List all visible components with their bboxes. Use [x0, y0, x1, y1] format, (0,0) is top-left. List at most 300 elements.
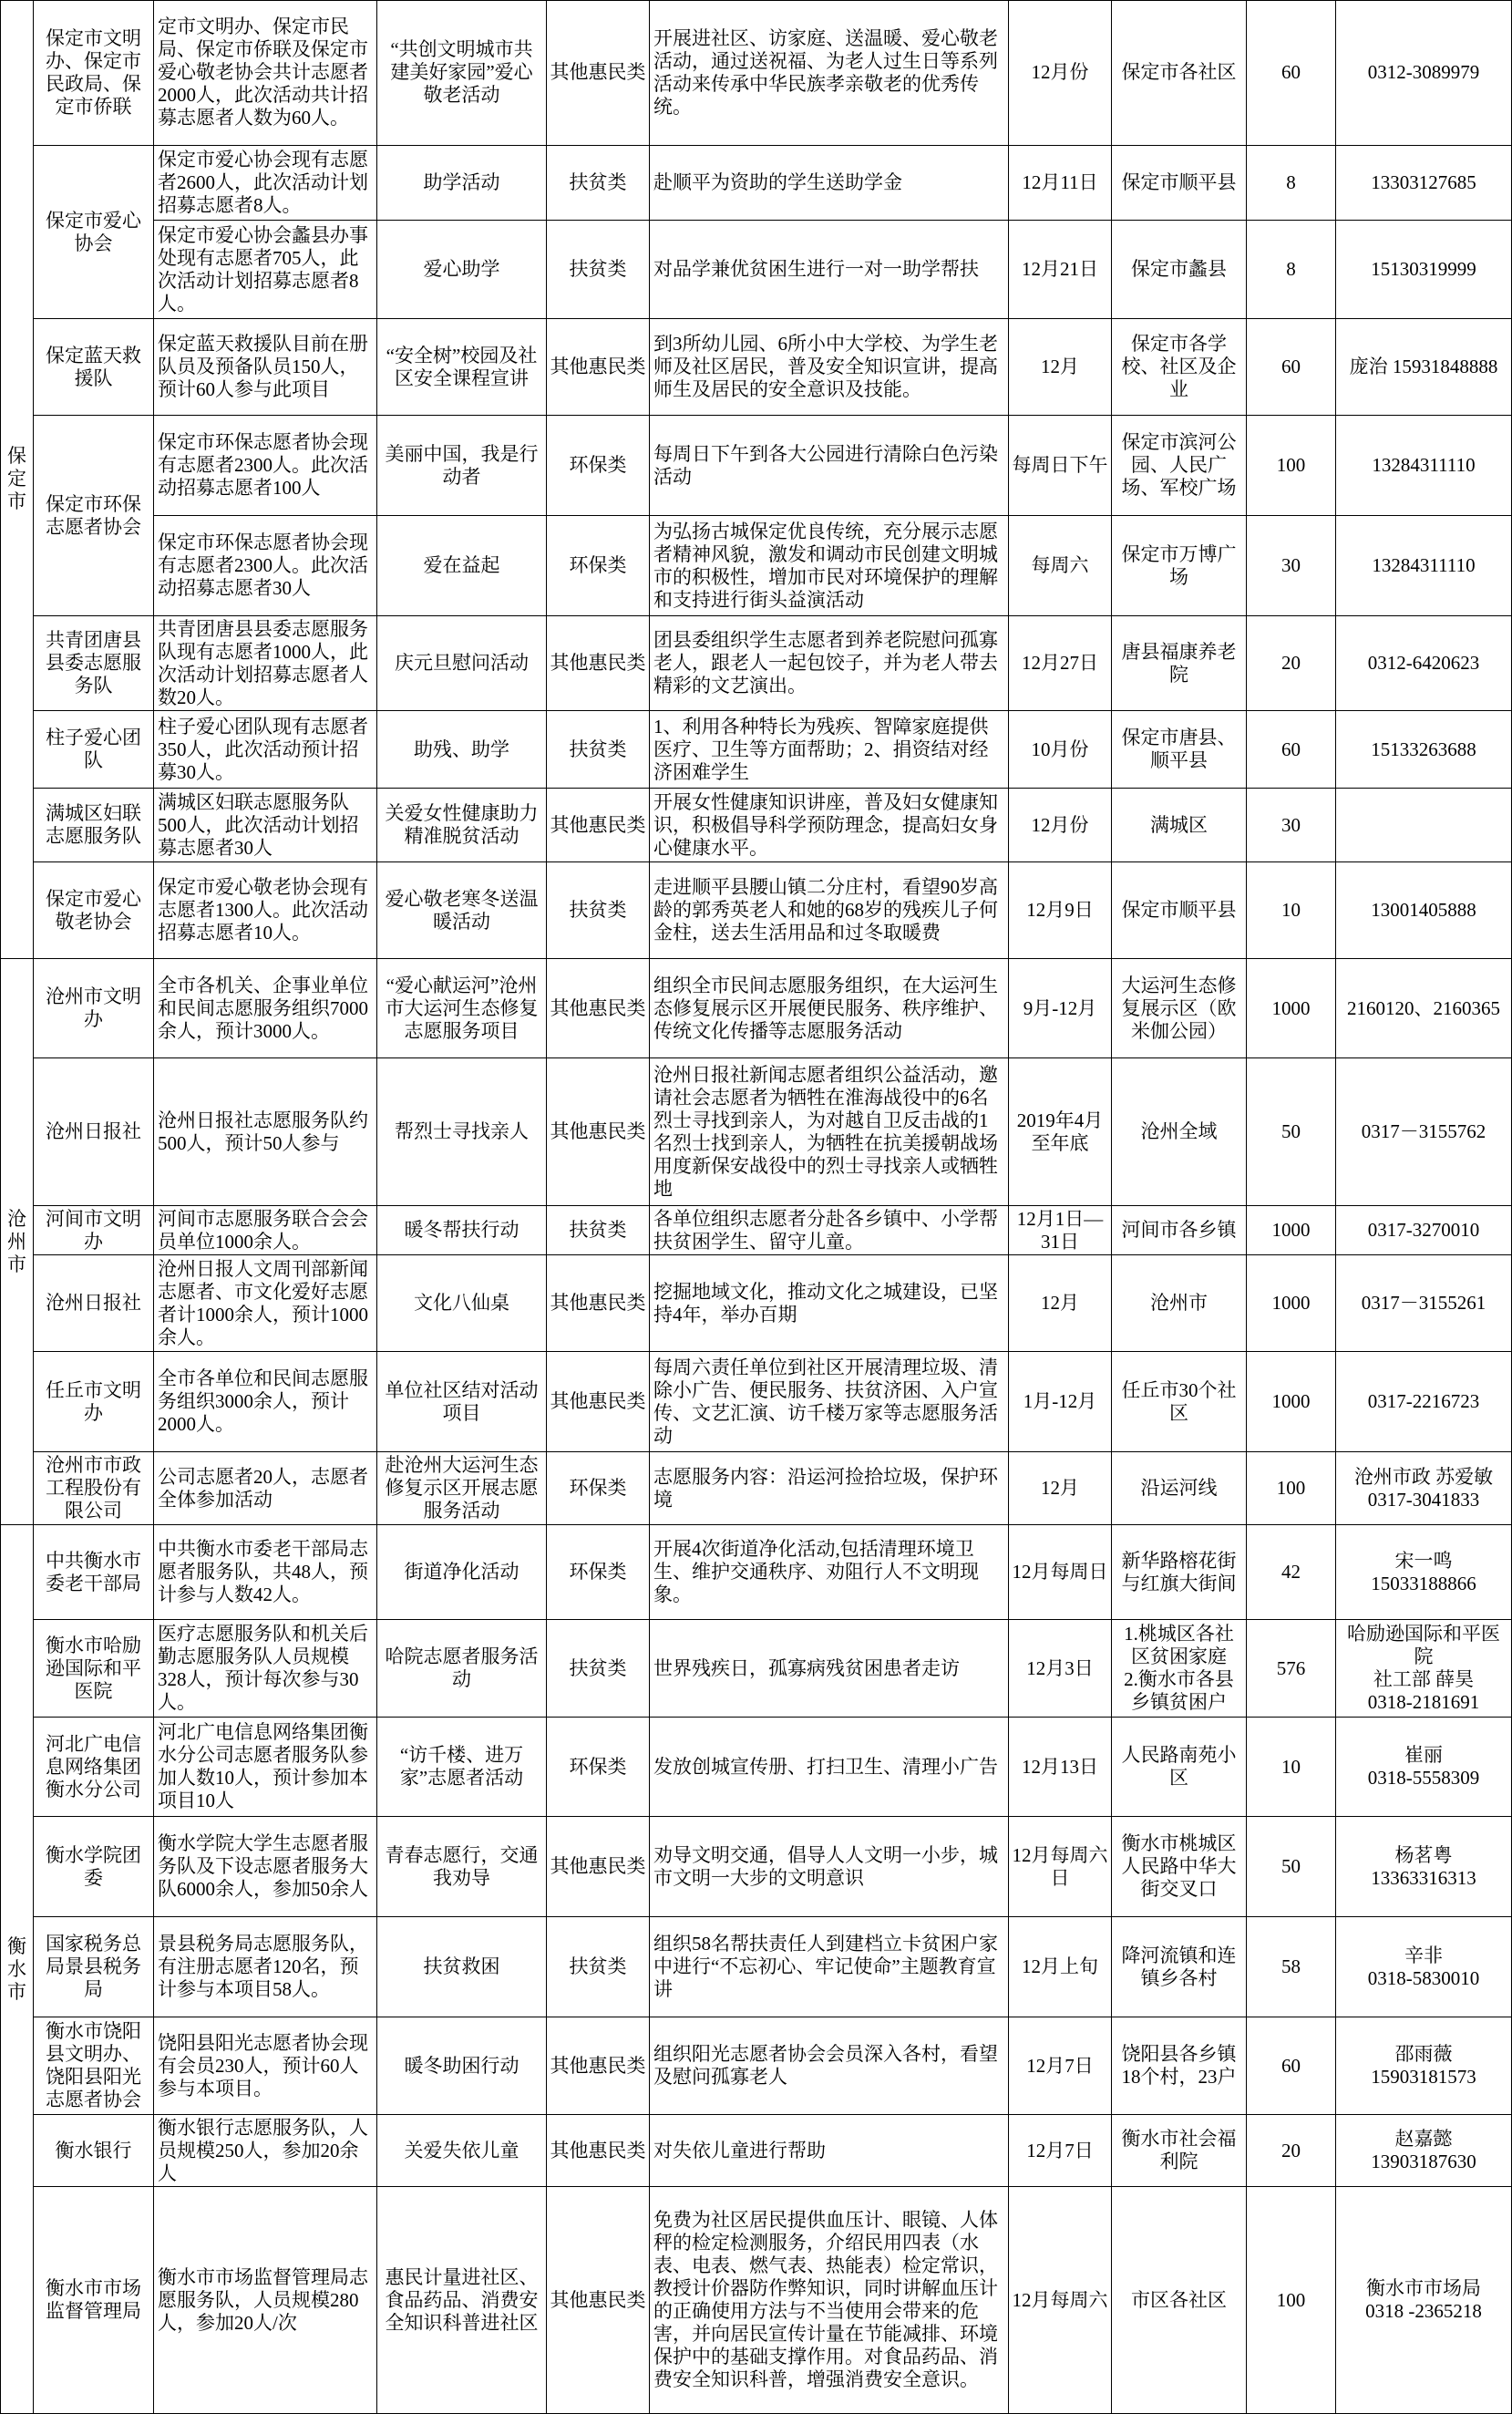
category-cell [547, 711, 650, 789]
contact-cell [1336, 959, 1512, 1058]
contact-cell [1336, 516, 1512, 616]
category-text: 扶贫类 [569, 1955, 627, 1977]
participants-cell [1247, 319, 1336, 416]
content-text: 世界残疾日，孤寡病残贫困患者走访 [653, 1656, 960, 1679]
location-text: 保定市顺平县 [1121, 899, 1237, 921]
content-cell [650, 416, 1009, 516]
participants-text: 42 [1281, 1561, 1301, 1583]
participants-cell [1247, 1352, 1336, 1452]
scale-text: 全市各单位和民间志愿服务组织3000余人，预计2000人。 [158, 1367, 368, 1435]
content-text: 免费为社区居民提供血压计、眼镜、人体秤的检定检测服务，介绍民用四表（水表、电表、燃气表、热能表）检定常识，教授计价器防作弊知识，同时讲解血压计的正确使用方法与不当使用会带来的危害，并向居民宣传计量在节能减排、环境保护中的基础支撑作用。对食品药品、消费安全知识科普，增强消费安全意识。 [653, 2209, 998, 2390]
location-cell [1112, 959, 1247, 1058]
activity-text: 街道净化活动 [404, 1561, 519, 1583]
category-text: 扶贫类 [569, 738, 627, 760]
activity-text: 暖冬助困行动 [404, 2054, 519, 2077]
category-cell [547, 1525, 650, 1620]
category-text: 其他惠民类 [550, 1292, 646, 1314]
scale-cell [154, 1255, 377, 1352]
contact-cell [1336, 1917, 1512, 2017]
content-cell [650, 146, 1009, 221]
location-text: 保定市唐县、顺平县 [1121, 727, 1237, 771]
time-text: 12月每周日 [1012, 1561, 1108, 1583]
organizer-cell [34, 1620, 154, 1718]
activity-cell [377, 711, 547, 789]
scale-cell [154, 862, 377, 959]
scale-cell [154, 711, 377, 789]
participants-cell [1247, 416, 1336, 516]
location-cell [1112, 416, 1247, 516]
time-text: 9月-12月 [1023, 996, 1097, 1019]
organizer-cell [34, 1817, 154, 1917]
scale-cell [154, 319, 377, 416]
location-cell [1112, 1620, 1247, 1718]
city-cell [0, 1525, 34, 2414]
content-text: 开展女性健康知识讲座，普及妇女健康知识，积极倡导科学预防理念，提高妇女身心健康水平。 [653, 790, 998, 859]
contact-cell [1336, 146, 1512, 221]
location-text: 1.桃城区各社区贫困家庭 2.衡水市各县乡镇贫困户 [1124, 1623, 1234, 1713]
scale-cell [154, 416, 377, 516]
scale-text: 保定市爱心敬老协会现有志愿者1300人。此次活动招募志愿者10人。 [158, 876, 368, 944]
content-text: 发放创城宣传册、打扫卫生、清理小广告 [653, 1755, 998, 1778]
category-cell [547, 146, 650, 221]
scale-text: 衡水银行志愿服务队，人员规模250人，参加20余人 [158, 2116, 368, 2184]
organizer-text: 满城区妇联志愿服务队 [46, 802, 141, 847]
participants-text: 1000 [1271, 1219, 1311, 1241]
activity-text: “访千楼、进万家”志愿者活动 [399, 1744, 524, 1789]
participants-text: 10 [1281, 1755, 1301, 1778]
content-text: 每周日下午到各大公园进行清除白色污染活动 [653, 442, 998, 488]
category-cell [547, 516, 650, 616]
content-cell [650, 2115, 1009, 2187]
contact-text: 杨茗粤 13363316313 [1371, 1843, 1476, 1889]
time-cell [1009, 789, 1112, 862]
organizer-text: 河北广电信息网络集团衡水分公司 [46, 1732, 141, 1800]
location-cell [1112, 146, 1247, 221]
content-cell [650, 2017, 1009, 2115]
organizer-text: 衡水市市场监督管理局 [46, 2277, 141, 2322]
activity-text: 美丽中国，我是行动者 [385, 442, 539, 488]
location-text: 保定市滨河公园、人民广场、军校广场 [1121, 431, 1237, 499]
organizer-text: 沧州日报社 [46, 1120, 141, 1142]
activity-text: 暖冬帮扶行动 [404, 1219, 519, 1241]
activity-cell [377, 789, 547, 862]
participants-cell [1247, 616, 1336, 711]
location-cell [1112, 1206, 1247, 1255]
activity-cell [377, 1718, 547, 1817]
participants-cell [1247, 2017, 1336, 2115]
time-text: 每周六 [1031, 554, 1089, 576]
content-text: 对失依儿童进行帮助 [653, 2139, 826, 2161]
time-text: 1月-12月 [1023, 1390, 1097, 1412]
category-text: 环保类 [569, 1755, 627, 1778]
content-cell [650, 319, 1009, 416]
time-cell [1009, 516, 1112, 616]
category-text: 其他惠民类 [550, 996, 646, 1019]
location-cell [1112, 1058, 1247, 1206]
content-text: 走进顺平县腰山镇二分庄村，看望90岁高龄的郭秀英老人和她的68岁的残疾儿子何金柱，送去生活用品和过冬取暖费 [653, 876, 998, 944]
scale-cell [154, 616, 377, 711]
activity-text: 惠民计量进社区、食品药品、消费安全知识科普进社区 [385, 2265, 539, 2334]
participants-text: 1000 [1271, 996, 1311, 1019]
organizer-text: 保定市爱心协会 [46, 209, 141, 254]
participants-cell [1247, 1058, 1336, 1206]
category-text: 其他惠民类 [550, 61, 646, 83]
organizer-text: 保定蓝天救援队 [46, 344, 141, 389]
content-text: 赴顺平为资助的学生送助学金 [653, 171, 902, 193]
time-cell [1009, 2115, 1112, 2187]
city-text: 沧州市 [7, 1207, 26, 1275]
activity-cell [377, 1255, 547, 1352]
time-cell [1009, 1255, 1112, 1352]
contact-cell [1336, 2187, 1512, 2414]
scale-text: 衡水市市场监督管理局志愿服务队，人员规模280人，参加20人/次 [158, 2265, 368, 2334]
category-cell [547, 789, 650, 862]
participants-cell [1247, 2115, 1336, 2187]
content-cell [650, 2187, 1009, 2414]
organizer-cell [34, 959, 154, 1058]
contact-text: 0317-3270010 [1367, 1219, 1480, 1241]
scale-text: 共青团唐县县委志愿服务队现有志愿者1000人，此次活动计划招募志愿者人数20人。 [158, 617, 368, 708]
content-text: 沧州日报社新闻志愿者组织公益活动，邀请社会志愿者为牺牲在淮海战役中的6名烈士寻找到亲人，为对越自卫反击战的1名烈士找到亲人，为牺牲在抗美援朝战场用度新保安战役中的烈士寻找亲人或牺牲地 [653, 1063, 998, 1200]
content-text: 组织全市民间志愿服务组织，在大运河生态修复展示区开展便民服务、秩序维护、传统文化传播等志愿服务活动 [653, 974, 998, 1042]
activity-cell [377, 1352, 547, 1452]
activity-cell [377, 1620, 547, 1718]
scale-cell [154, 789, 377, 862]
participants-text: 10 [1281, 899, 1301, 921]
category-text: 其他惠民类 [550, 2054, 646, 2077]
scale-text: 饶阳县阳光志愿者协会现有会员230人，预计60人参与本项目。 [158, 2031, 368, 2099]
location-cell [1112, 1718, 1247, 1817]
category-text: 扶贫类 [569, 171, 627, 193]
participants-text: 50 [1281, 1120, 1301, 1142]
location-cell [1112, 862, 1247, 959]
participants-cell [1247, 1718, 1336, 1817]
category-cell [547, 1620, 650, 1718]
location-text: 唐县福康养老院 [1121, 640, 1237, 686]
location-cell [1112, 1255, 1247, 1352]
category-text: 其他惠民类 [550, 652, 646, 674]
organizer-cell [34, 1058, 154, 1206]
participants-cell [1247, 1817, 1336, 1917]
time-cell [1009, 2017, 1112, 2115]
contact-cell [1336, 1452, 1512, 1525]
content-text: 1、利用各种特长为残疾、智障家庭提供医疗、卫生等方面帮助；2、捐资结对经济困难学生 [653, 715, 989, 783]
activity-text: 青春志愿行，交通我劝导 [385, 1843, 539, 1889]
location-cell [1112, 1525, 1247, 1620]
participants-cell [1247, 1620, 1336, 1718]
organizer-text: 沧州市文明办 [46, 985, 141, 1030]
organizer-text: 中共衡水市委老干部局 [46, 1549, 141, 1594]
activity-text: 赴沧州大运河生态修复示区开展志愿服务活动 [385, 1454, 539, 1522]
time-text: 12月份 [1031, 813, 1089, 836]
contact-text: 0317-2216723 [1367, 1390, 1480, 1412]
contact-text: 沧州市政 苏爱敏 0317-3041833 [1353, 1465, 1494, 1511]
location-cell [1112, 616, 1247, 711]
category-text: 扶贫类 [569, 1219, 627, 1241]
city-cell [0, 0, 34, 959]
scale-cell [154, 221, 377, 319]
content-text: 为弘扬古城保定优良传统，充分展示志愿者精神风貌，激发和调动市民创建文明城市的积极性，增加市民对环境保护的理解和支持进行街头益演活动 [653, 520, 998, 611]
content-cell [650, 959, 1009, 1058]
scale-text: 满城区妇联志愿服务队500人，此次活动计划招募志愿者30人 [158, 790, 359, 859]
location-text: 市区各社区 [1131, 2288, 1227, 2311]
scale-cell [154, 1718, 377, 1817]
location-text: 保定市各社区 [1121, 61, 1237, 83]
time-cell [1009, 416, 1112, 516]
time-text: 12月3日 [1026, 1656, 1094, 1679]
scale-text: 定市文明办、保定市民局、保定市侨联及保定市爱心敬老协会共计志愿者2000人，此次活动共计招募志愿者人数为60人。 [158, 15, 368, 129]
content-text: 组织58名帮扶责任人到建档立卡贫困户家中进行“不忘初心、牢记使命”主题教育宣讲 [653, 1933, 998, 2000]
time-cell [1009, 1352, 1112, 1452]
participants-text: 30 [1281, 554, 1301, 576]
participants-cell [1247, 711, 1336, 789]
category-text: 其他惠民类 [550, 2288, 646, 2311]
time-cell [1009, 221, 1112, 319]
time-text: 10月份 [1031, 738, 1089, 760]
location-cell [1112, 2017, 1247, 2115]
participants-text: 20 [1281, 2139, 1301, 2161]
organizer-cell [34, 319, 154, 416]
category-text: 扶贫类 [569, 258, 627, 280]
contact-text: 0312-6420623 [1367, 652, 1480, 674]
time-cell [1009, 1718, 1112, 1817]
scale-cell [154, 1058, 377, 1206]
scale-text: 柱子爱心团队现有志愿者350人，此次活动预计招募30人。 [158, 715, 368, 783]
time-text: 12月份 [1031, 61, 1089, 83]
participants-cell [1247, 1452, 1336, 1525]
category-text: 其他惠民类 [550, 1855, 646, 1877]
activity-text: 文化八仙桌 [414, 1292, 509, 1314]
participants-cell [1247, 0, 1336, 146]
scale-text: 沧州日报人文周刊部新闻志愿者、市文化爱好志愿者计1000余人，预计1000余人。 [158, 1257, 368, 1348]
category-text: 其他惠民类 [550, 2139, 646, 2161]
location-cell [1112, 711, 1247, 789]
organizer-cell [34, 1255, 154, 1352]
organizer-cell [34, 2187, 154, 2414]
activity-cell [377, 1525, 547, 1620]
content-cell [650, 0, 1009, 146]
category-text: 环保类 [569, 1477, 627, 1499]
contact-cell [1336, 1058, 1512, 1206]
activity-text: “安全树”校园及社区安全课程宣讲 [386, 344, 538, 389]
content-cell [650, 1206, 1009, 1255]
contact-text: 宋一鸣 15033188866 [1371, 1549, 1476, 1594]
contact-cell [1336, 789, 1512, 862]
activity-text: 帮烈士寻找亲人 [395, 1120, 529, 1142]
activity-cell [377, 1817, 547, 1917]
content-text: 志愿服务内容：沿运河捡拾垃圾，保护环境 [653, 1465, 998, 1511]
time-cell [1009, 1452, 1112, 1525]
time-text: 每周日下午 [1012, 454, 1108, 476]
location-cell [1112, 789, 1247, 862]
participants-cell [1247, 2187, 1336, 2414]
activity-cell [377, 416, 547, 516]
participants-text: 50 [1281, 1855, 1301, 1877]
location-cell [1112, 516, 1247, 616]
participants-cell [1247, 862, 1336, 959]
category-text: 环保类 [569, 554, 627, 576]
location-cell [1112, 1817, 1247, 1917]
content-cell [650, 862, 1009, 959]
organizer-text: 衡水学院团委 [46, 1843, 141, 1889]
category-text: 扶贫类 [569, 1656, 627, 1679]
organizer-cell [34, 1718, 154, 1817]
time-cell [1009, 146, 1112, 221]
organizer-text: 沧州日报社 [46, 1292, 141, 1314]
category-cell [547, 2187, 650, 2414]
scale-text: 保定市爱心协会蠡县办事处现有志愿者705人，此次活动计划招募志愿者8人。 [158, 223, 368, 315]
participants-text: 1000 [1271, 1390, 1311, 1412]
city-text: 衡水市 [7, 1934, 26, 2003]
organizer-cell [34, 146, 154, 319]
content-cell [650, 1452, 1009, 1525]
location-cell [1112, 2187, 1247, 2414]
category-cell [547, 1255, 650, 1352]
location-text: 衡水市社会福利院 [1121, 2128, 1237, 2172]
contact-cell [1336, 1718, 1512, 1817]
organizer-cell [34, 616, 154, 711]
organizer-text: 衡水市哈励逊国际和平医院 [46, 1634, 141, 1702]
category-text: 其他惠民类 [550, 1390, 646, 1412]
scale-cell [154, 1452, 377, 1525]
activity-cell [377, 1206, 547, 1255]
location-text: 保定市各学校、社区及企业 [1121, 333, 1237, 400]
participants-cell [1247, 1206, 1336, 1255]
time-text: 12月每周六 [1012, 2288, 1108, 2311]
scale-cell [154, 1206, 377, 1255]
organizer-text: 河间市文明办 [46, 1207, 141, 1253]
contact-cell [1336, 862, 1512, 959]
category-text: 环保类 [569, 1561, 627, 1583]
contact-text: 13284311110 [1372, 454, 1476, 476]
contact-text: 13284311110 [1372, 554, 1476, 576]
location-text: 保定市顺平县 [1121, 171, 1237, 193]
scale-cell [154, 1525, 377, 1620]
content-cell [650, 1718, 1009, 1817]
category-cell [547, 1718, 650, 1817]
location-cell [1112, 1352, 1247, 1452]
content-text: 劝导文明交通，倡导人人文明一小步，城市文明一大步的文明意识 [653, 1843, 998, 1889]
activity-text: 关爱女性健康助力精准脱贫活动 [385, 802, 539, 847]
organizer-text: 沧州市市政工程股份有限公司 [46, 1454, 141, 1522]
category-text: 扶贫类 [569, 899, 627, 921]
time-text: 12月 [1041, 356, 1079, 377]
time-text: 12月上旬 [1022, 1955, 1098, 1977]
time-cell [1009, 1917, 1112, 2017]
location-text: 满城区 [1150, 813, 1208, 836]
activity-cell [377, 959, 547, 1058]
contact-cell [1336, 1525, 1512, 1620]
participants-cell [1247, 1255, 1336, 1352]
participants-text: 576 [1276, 1656, 1306, 1679]
contact-text: 0312-3089979 [1367, 61, 1480, 83]
contact-cell [1336, 1620, 1512, 1718]
category-cell [547, 959, 650, 1058]
contact-cell [1336, 416, 1512, 516]
category-text: 其他惠民类 [550, 356, 646, 377]
time-cell [1009, 1206, 1112, 1255]
activity-cell [377, 2187, 547, 2414]
content-cell [650, 711, 1009, 789]
scale-text: 全市各机关、企事业单位和民间志愿服务组织7000余人，预计3000人。 [158, 974, 368, 1042]
content-cell [650, 1525, 1009, 1620]
contact-text: 庞治 15931848888 [1349, 356, 1498, 377]
category-text: 其他惠民类 [550, 1120, 646, 1142]
activity-cell [377, 1058, 547, 1206]
scale-text: 中共衡水市委老干部局志愿者服务队，共48人，预计参与人数42人。 [158, 1538, 368, 1605]
activity-text: 单位社区结对活动项目 [385, 1378, 539, 1424]
scale-cell [154, 2115, 377, 2187]
activity-text: 助学活动 [423, 171, 500, 193]
contact-text: 崔丽 0318-5558309 [1367, 1744, 1480, 1789]
time-cell [1009, 1058, 1112, 1206]
location-text: 饶阳县各乡镇18个村，23户 [1121, 2043, 1237, 2088]
organizer-cell [34, 1917, 154, 2017]
contact-text: 赵嘉懿 13903187630 [1371, 2128, 1476, 2172]
organizer-cell [34, 789, 154, 862]
scale-cell [154, 0, 377, 146]
content-text: 挖掘地域文化，推动文化之城建设，已坚持4年，举办百期 [653, 1280, 998, 1326]
contact-cell [1336, 2017, 1512, 2115]
time-text: 12月7日 [1026, 2054, 1094, 2077]
location-cell [1112, 221, 1247, 319]
time-text: 12月7日 [1026, 2139, 1094, 2161]
time-text: 12月1日—31日 [1016, 1207, 1104, 1253]
activity-cell [377, 616, 547, 711]
activity-cell [377, 862, 547, 959]
organizer-cell [34, 862, 154, 959]
activity-cell [377, 0, 547, 146]
scale-text: 景县税务局志愿服务队，有注册志愿者120名，预计参与本项目58人。 [158, 1933, 368, 2000]
contact-cell [1336, 1817, 1512, 1917]
organizer-cell [34, 1452, 154, 1525]
scale-text: 公司志愿者20人，志愿者全体参加活动 [158, 1465, 368, 1511]
scale-text: 医疗志愿服务队和机关后勤志愿服务队人员规模328人，预计每次参与30人。 [158, 1623, 368, 1713]
time-text: 2019年4月至年底 [1016, 1109, 1104, 1154]
contact-cell [1336, 1255, 1512, 1352]
organizer-cell [34, 711, 154, 789]
organizer-text: 衡水市饶阳县文明办、饶阳县阳光志愿者协会 [46, 2020, 141, 2110]
scale-cell [154, 959, 377, 1058]
activity-text: 哈院志愿者服务活动 [385, 1645, 539, 1690]
organizer-text: 柱子爱心团队 [46, 727, 141, 771]
organizer-cell [34, 0, 154, 146]
contact-text: 15130319999 [1371, 258, 1476, 280]
category-text: 其他惠民类 [550, 813, 646, 836]
location-text: 保定市万博广场 [1121, 542, 1237, 588]
activity-text: 爱心助学 [423, 258, 500, 280]
organizer-cell [34, 1206, 154, 1255]
activity-cell [377, 221, 547, 319]
content-cell [650, 1255, 1009, 1352]
scale-text: 保定市环保志愿者协会现有志愿者2300人。此次活动招募志愿者30人 [158, 531, 368, 599]
organizer-cell [34, 1525, 154, 1620]
contact-text: 13303127685 [1371, 171, 1476, 193]
organizer-text: 保定市文明办、保定市民政局、保定市侨联 [46, 26, 141, 118]
scale-text: 保定市环保志愿者协会现有志愿者2300人。此次活动招募志愿者100人 [158, 431, 368, 499]
scale-text: 衡水学院大学生志愿者服务队及下设志愿者服务大队6000余人，参加50余人 [158, 1832, 368, 1900]
category-cell [547, 2017, 650, 2115]
activity-cell [377, 2115, 547, 2187]
time-cell [1009, 616, 1112, 711]
scale-text: 保定市爱心协会现有志愿者2600人，此次活动计划招募志愿者8人。 [158, 149, 368, 216]
activity-text: 关爱失依儿童 [404, 2139, 519, 2161]
participants-text: 60 [1281, 61, 1301, 83]
participants-text: 60 [1281, 738, 1301, 760]
content-text: 每周六责任单位到社区开展清理垃圾、清除小广告、便民服务、扶贫济困、入户宣传、文艺汇演、访千楼万家等志愿服务活动 [653, 1356, 998, 1447]
participants-text: 58 [1281, 1955, 1301, 1977]
location-text: 降河流镇和连镇乡各村 [1121, 1944, 1237, 1989]
